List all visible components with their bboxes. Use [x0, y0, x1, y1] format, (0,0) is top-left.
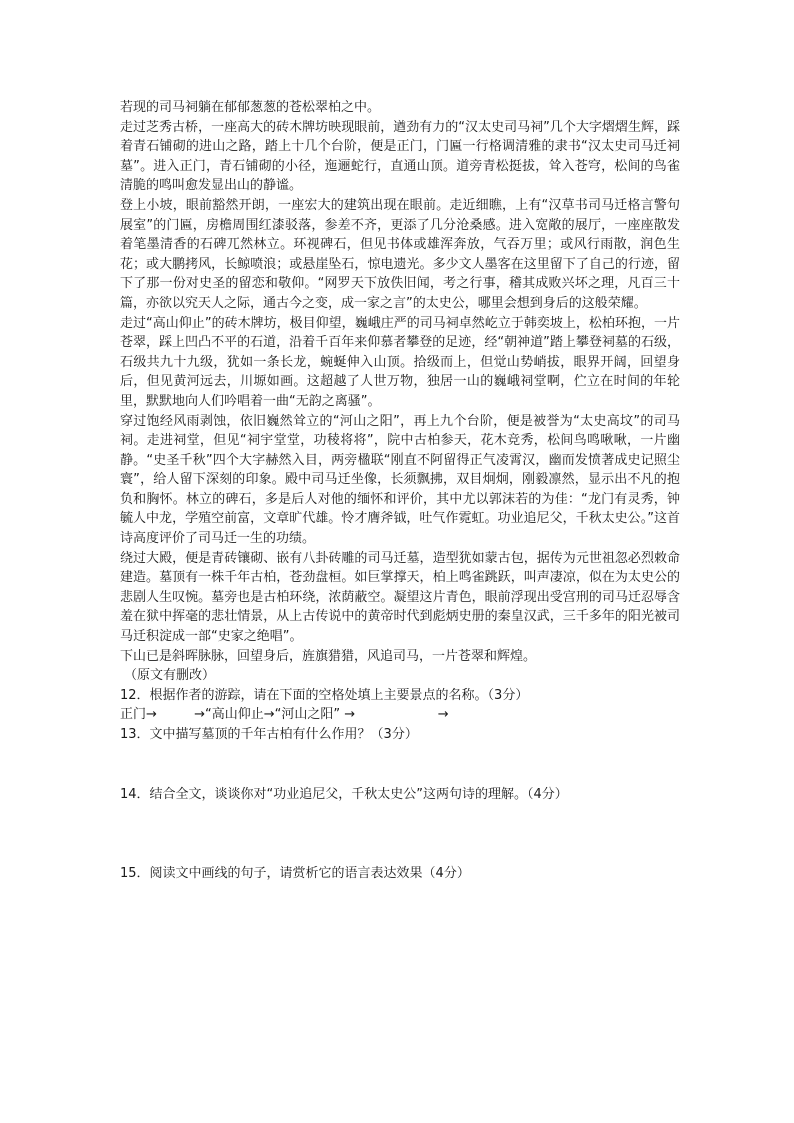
article-paragraph: 绕过大殿，便是青砖镶砌、嵌有八卦砖雕的司马迁墓，造型犹如蒙古包，据传为元世祖忽必烈敕命建造。墓顶有一株千年古柏，苍劲盘桓。如巨掌撑天，柏上鸣雀跳跃，叫声凄凉，似在为太史公的悲剧人生叹惋。墓旁也是古柏环绕，浓荫蔽空。凝望这片青色，眼前浮现出受宫刑的司马迁忍辱含羞在狱中挥毫的悲壮情景，从上古传说中的黄帝时代到彪炳史册的秦皇汉武，三千多年的阳光被司马迁积淀成一部“史家之绝唱”。 — [120, 550, 680, 645]
source-note: （原文有删改） — [124, 668, 216, 684]
article-paragraph: 若现的司马祠躺在郁郁葱葱的苍松翠柏之中。 — [120, 100, 381, 115]
question-14-text: 14．结合全文，谈谈你对“功业追尼父，千秋太史公”这两句诗的理解。（4分） — [120, 786, 568, 802]
article-paragraph: 走过芝秀古桥，一座高大的砖木牌坊映现眼前，遒劲有力的“汉太史司马祠”几个大字熠熠生辉，踩着青石铺砌的进山之路，踏上十几个台阶，便是正门，门匾一行格调清雅的隶书“汉太史司马迁祠墓”。进入正门，青石铺砌的小径，迤逦蛇行，直通山顶。道旁青松挺拔，耸入苍穹，松间的鸟雀清脆的鸣叫愈发显出山的静谧。 — [120, 119, 680, 194]
article-paragraph: 穿过饱经风雨剥蚀，依旧巍然耸立的“河山之阳”，再上九个台阶，便是被誉为“太史高坟”的司马祠。走进祠堂，但见“祠宇堂堂，功稜将将”，院中古柏参天，花木竞秀，松间鸟鸣啾啾，一片幽静。“史圣千秋”四个大字赫然入目，两旁楹联“刚直不阿留得正气凌霄汉，幽而发愤著成史记照尘寰”，给人留下深刻的印象。殿中司马迁坐像，长须飘拂，双目炯炯，刚毅凛然，显示出不凡的抱负和胸怀。林立的碑石，多是后人对他的缅怀和评价，其中尤以郭沫若的为佳：“龙门有灵秀，钟毓人中龙，学殖空前富，文章旷代雄。怜才膺斧钺，吐气作霓虹。功业追尼父，千秋太史公。”这首诗高度评价了司马迁一生的功绩。 — [120, 413, 680, 547]
article-paragraph: 下山已是斜晖脉脉，回望身后，旌旗猎猎，风追司马，一片苍翠和辉煌。 — [120, 648, 537, 664]
question-15-text: 15．阅读文中画线的句子，请赏析它的语言表达效果（4分） — [120, 866, 470, 882]
question-15 — [120, 864, 680, 884]
question-13-text: 13．文中描写墓顶的千年古柏有什么作用？（3分） — [120, 727, 418, 742]
article-paragraph: 走过“高山仰止”的砖木牌坊，极目仰望，巍峨庄严的司马祠卓然屹立于韩奕坡上，松柏环抱，一片苍翠，踩上凹凸不平的石道，沿着千百年来仰慕者攀登的足迹，经“朝神道”踏上攀登祠墓的石级，石级共九十九级，犹如一条长龙，蜿蜒伸入山顶。拾级而上，但觉山势峭拔，眼界开阔，回望身后，但见黄河远去，川塬如画。这超越了人世万物，独居一山的巍峨祠堂啊，伫立在时间的年轮里，默默地向人们吟唱着一曲“无韵之离骚”。 — [120, 315, 680, 409]
article-body — [120, 98, 680, 686]
question-12 — [120, 686, 680, 725]
question-12-text: 12．根据作者的游踪，请在下面的空格处填上主要景点的名称。（3分） — [120, 687, 529, 703]
question-13 — [120, 725, 680, 785]
answer-space — [120, 745, 680, 785]
article-paragraph: 登上小坡，眼前豁然开朗，一座宏大的建筑出现在眼前。走近细瞧，上有“汉草书司马迁格言警句展室”的门匾，房檐周围红漆驳落，参差不齐，更添了几分沧桑感。进入宽敞的展厅，一座座散发着笔墨清香的石碑兀然林立。环视碑石，但见书体或雄浑奔放，气吞万里；或风行雨散，润色生花；或大鹏拷风，长鲸喷浪；或悬崖坠石，惊电遗光。多少文人墨客在这里留下了自己的行迹，留下了那一份对史圣的留恋和敬仰。“网罗天下放佚旧闻，考之行事，稽其成败兴坏之理，凡百三十篇，亦欲以究天人之际，通古今之变，成一家之言”的太史公，哪里会想到身后的这般荣耀。 — [120, 197, 680, 311]
document-page — [120, 98, 680, 884]
answer-space — [120, 804, 680, 864]
question-12-fill-blanks: 正门→ →“高山仰止→“河山之阳” → → — [120, 707, 449, 723]
question-14 — [120, 785, 680, 865]
